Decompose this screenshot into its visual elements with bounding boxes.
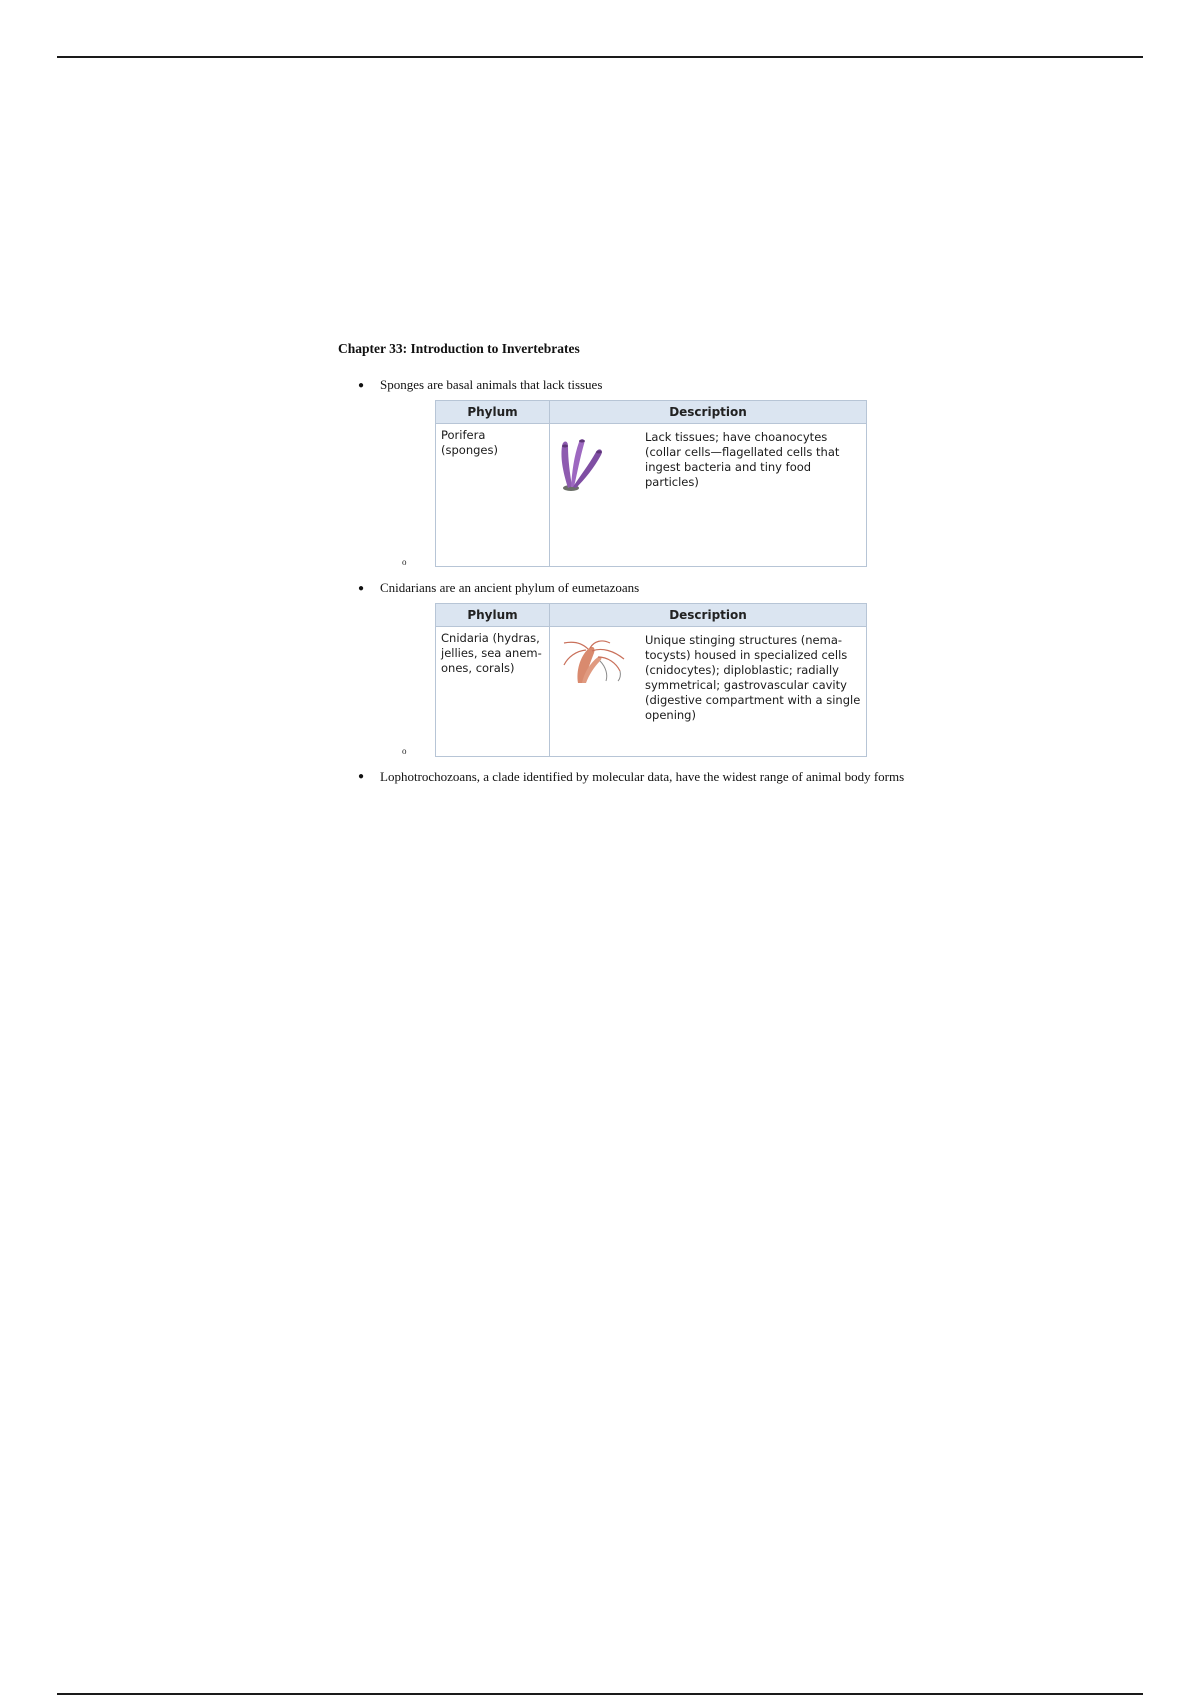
sub-bullet: o [402, 557, 407, 567]
description-text: Lack tissues; have choanocytes (collar cells—flagellated cells that ingest bacteria and tiny food particles) [645, 430, 840, 489]
header-phylum: Phylum [436, 604, 550, 627]
bullet-text: Sponges are basal animals that lack tissues [380, 377, 603, 392]
header-description: Description [550, 604, 867, 627]
bullet-text: Lophotrochozoans, a clade identified by molecular data, have the widest range of animal body forms [380, 769, 905, 784]
cnidaria-table [435, 603, 867, 757]
description-cell [550, 424, 867, 567]
description-text: Unique stinging structures (nema-tocysts) housed in specialized cells (cnidocytes); diploblastic; radially symmetrical; gastrovascular cavity (digestive compartment with a single opening) [645, 633, 861, 722]
bullet-dot: ● [358, 380, 365, 391]
cnidarian-illustration [554, 633, 644, 713]
bullet-lophotrochozoans [358, 764, 918, 789]
phylum-name: Cnidaria (hydras, jellies, sea anem-ones, corals) [436, 627, 550, 757]
chapter-title: Chapter 33: Introduction to Invertebrates [338, 341, 580, 356]
bullet-cnidarians [358, 580, 639, 596]
bullet-dot: ● [358, 771, 365, 782]
header-phylum: Phylum [436, 401, 550, 424]
bottom-rule [57, 1693, 1143, 1695]
phylum-name: Porifera (sponges) [436, 424, 550, 567]
bullet-dot: ● [358, 583, 365, 594]
bullet-text: Cnidarians are an ancient phylum of eumetazoans [380, 580, 640, 595]
header-description: Description [550, 401, 867, 424]
sub-bullet: o [402, 746, 407, 756]
porifera-table [435, 400, 867, 567]
sponge-illustration [554, 430, 644, 510]
bullet-sponges [358, 377, 602, 393]
description-cell [550, 627, 867, 757]
